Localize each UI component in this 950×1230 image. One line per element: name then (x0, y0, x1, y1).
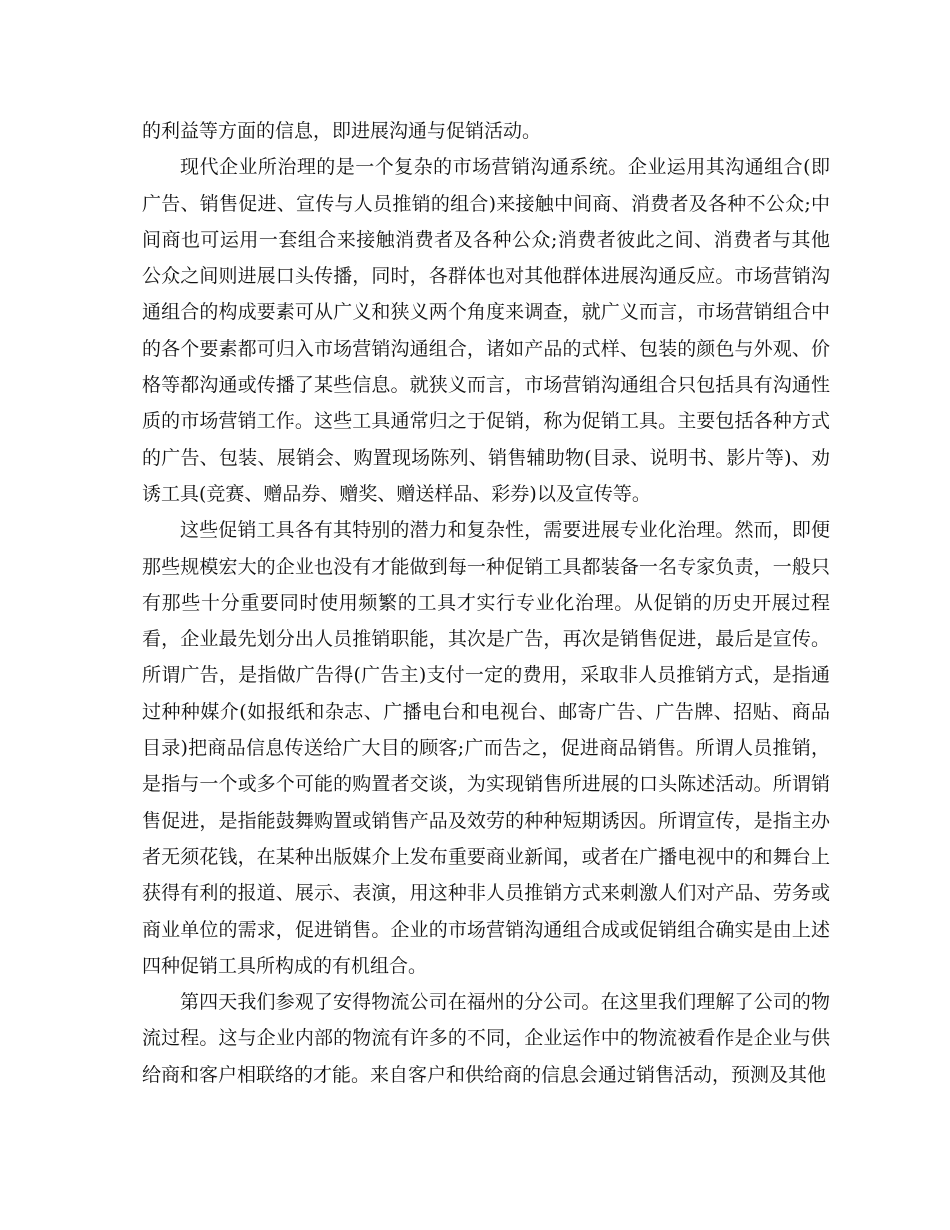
paragraph-2: 现代企业所治理的是一个复杂的市场营销沟通系统。企业运用其沟通组合(即广告、销售促进、宣传与人员推销的组合)来接触中间商、消费者及各种不公众;中间商也可运用一套组合来接触消费者及各种公众;消费者彼此之间、消费者与其他公众之间则进展口头传播，同时，各群体也对其他群体进展沟通反应。市场营销沟通组合的构成要素可从广义和狭义两个角度来调查，就广义而言，市场营销组合中的各个要素都可归入市场营销沟通组合，诸如产品的式样、包装的颜色与外观、价格等都沟通或传播了某些信息。就狭义而言，市场营销沟通组合只包括具有沟通性质的市场营销工作。这些工具通常归之于促销，称为促销工具。主要包括各种方式的广告、包装、展销会、购置现场陈列、销售辅助物(目录、说明书、影片等)、劝诱工具(竞赛、赠品券、赠奖、赠送样品、彩券)以及宣传等。 (142, 156, 830, 505)
paragraph-4: 第四天我们参观了安得物流公司在福州的分公司。在这里我们理解了公司的物流过程。这与企业内部的物流有许多的不同，企业运作中的物流被看作是企业与供给商和客户相联络的才能。来自客户和供给商的信息会通过销售活动，预测及其他 (142, 991, 830, 1086)
paragraph-3: 这些促销工具各有其特别的潜力和复杂性，需要进展专业化治理。然而，即便那些规模宏大的企业也没有才能做到每一种促销工具都装备一名专家负责，一般只有那些十分重要同时使用频繁的工具才实行专业化治理。从促销的历史开展过程看，企业最先划分出人员推销职能，其次是广告，再次是销售促进，最后是宣传。所谓广告，是指做广告得(广告主)支付一定的费用，采取非人员推销方式，是指通过种种媒介(如报纸和杂志、广播电台和电视台、邮寄广告、广告牌、招贴、商品目录)把商品信息传送给广大目的顾客;广而告之，促进商品销售。所谓人员推销，是指与一个或多个可能的购置者交谈，为实现销售所进展的口头陈述活动。所谓销售促进，是指能鼓舞购置或销售产品及效劳的种种短期诱因。所谓宣传，是指主办者无须花钱，在某种出版媒介上发布重要商业新闻，或者在广播电视中的和舞台上获得有利的报道、展示、表演，用这种非人员推销方式来刺激人们对产品、劳务或商业单位的需求，促进销售。企业的市场营销沟通组合成或促销组合确实是由上述四种促销工具所构成的有机组合。 (142, 519, 830, 977)
document-page (142, 113, 830, 1093)
paragraph-1: 的利益等方面的信息，即进展沟通与促销活动。 (142, 120, 542, 142)
